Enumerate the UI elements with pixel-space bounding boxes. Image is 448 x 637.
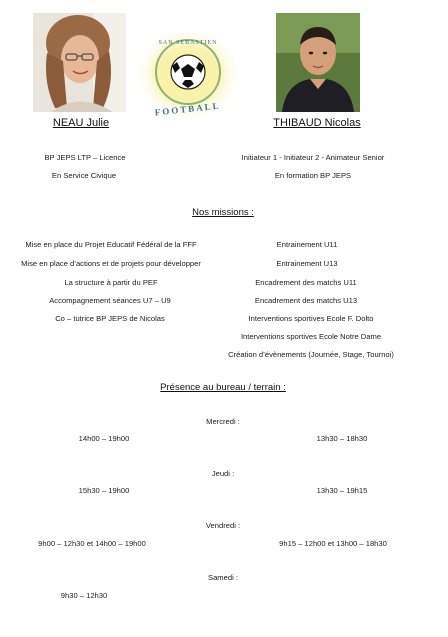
mission-left-item: Mise en place d’actions et de projets pour développer (21, 259, 201, 268)
mission-right-item: Entrainement U13 (276, 259, 338, 268)
svg-text:SAN SEBASTIEN: SAN SEBASTIEN (158, 40, 218, 46)
day-label: Vendredi : (205, 521, 241, 530)
mission-left-item: La structure à partir du PEF (64, 278, 158, 287)
hours-julie: 9h30 – 12h30 (60, 591, 108, 600)
club-logo (133, 26, 243, 126)
svg-text:FOOTBALL: FOOTBALL (154, 100, 222, 118)
hours-nicolas: 13h30 – 19h15 (316, 486, 368, 495)
day-label: Mercredi : (206, 417, 240, 426)
mission-right-item: Interventions sportives Ecole F. Dolto (248, 314, 374, 323)
mission-right-item: Interventions sportives Ecole Notre Dame (240, 332, 382, 341)
role-julie-2: En Service Civique (51, 171, 117, 180)
mission-left-item: Accompagnement séances U7 – U9 (49, 296, 171, 305)
role-nicolas-1: Initiateur 1 - Initiateur 2 - Animateur Senior (241, 153, 385, 162)
day-label: Jeudi : (211, 469, 235, 478)
role-nicolas-2: En formation BP JEPS (274, 171, 352, 180)
missions-heading: Nos missions : (192, 207, 254, 218)
day-label: Samedi : (208, 573, 238, 582)
role-julie-1: BP JEPS LTP – Licence (44, 153, 126, 162)
hours-nicolas: 9h15 – 12h00 et 13h00 – 18h30 (279, 539, 387, 548)
hours-julie: 9h00 – 12h30 et 14h00 – 19h00 (38, 539, 146, 548)
mission-left-item: Mise en place du Projet Educatif Fédéral de la FFF (25, 240, 197, 249)
mission-right-item: Entrainement U11 (276, 240, 338, 249)
hours-nicolas: 13h30 – 18h30 (316, 434, 368, 443)
hours-julie: 14h00 – 19h00 (78, 434, 130, 443)
mission-right-item: Création d’évènements (Journée, Stage, Tournoi) (228, 350, 394, 359)
photo-nicolas (276, 13, 360, 112)
mission-left-item: Co – tutrice BP JEPS de Nicolas (55, 314, 165, 323)
mission-right-item: Encadrement des matchs U13 (254, 296, 358, 305)
presence-heading: Présence au bureau / terrain : (160, 382, 286, 393)
mission-right-item: Encadrement des matchs U11 (255, 278, 357, 287)
hours-julie: 15h30 – 19h00 (78, 486, 130, 495)
photo-julie (33, 13, 126, 112)
person-name-julie: NEAU Julie (52, 117, 110, 129)
person-name-nicolas: THIBAUD Nicolas (273, 117, 361, 129)
